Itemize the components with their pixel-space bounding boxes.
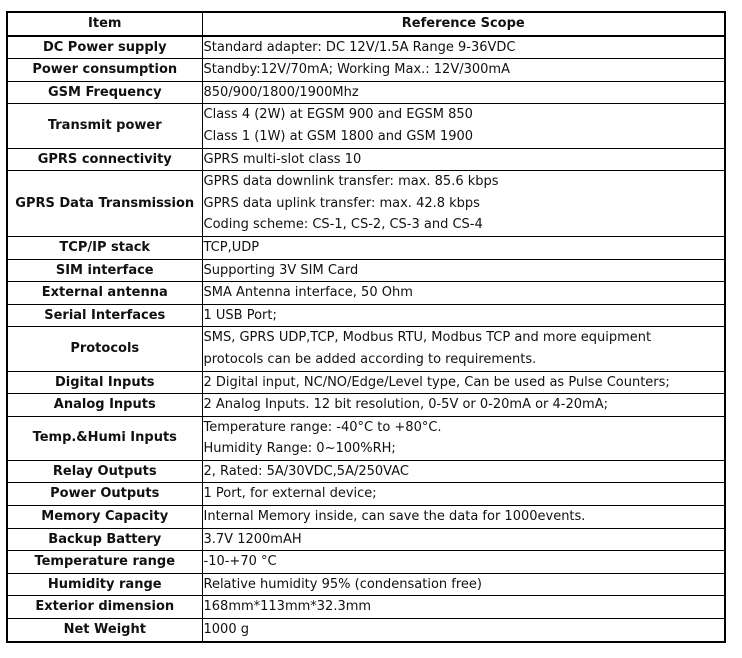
reference-scope-line: GPRS data downlink transfer: max. 85.6 kbps <box>203 174 499 190</box>
table-row <box>7 416 725 460</box>
reference-scope-line: 2 Analog Inputs. 12 bit resolution, 0-5V or 0-20mA or 4-20mA; <box>203 397 608 413</box>
reference-scope-cell <box>202 259 725 282</box>
item-label: Temperature range <box>7 551 202 574</box>
reference-scope-cell <box>202 59 725 82</box>
reference-scope-line: 1 Port, for external device; <box>203 486 377 502</box>
item-label: SIM interface <box>7 259 202 282</box>
table-row <box>7 259 725 282</box>
reference-scope-cell <box>202 236 725 259</box>
table-row <box>7 104 725 148</box>
reference-scope-line: 3.7V 1200mAH <box>203 531 302 547</box>
table-header <box>7 12 725 36</box>
reference-scope-line: Supporting 3V SIM Card <box>203 262 359 278</box>
header-item: Item <box>7 12 202 36</box>
item-label: GPRS Data Transmission <box>7 171 202 237</box>
table-row <box>7 596 725 619</box>
table-row <box>7 460 725 483</box>
reference-scope-cell <box>202 506 725 529</box>
item-label: Exterior dimension <box>7 596 202 619</box>
item-label: Temp.&Humi Inputs <box>7 416 202 460</box>
reference-scope-line: SMS, GPRS UDP,TCP, Modbus RTU, Modbus TCP and more equipment <box>203 330 652 346</box>
item-label: Serial Interfaces <box>7 304 202 327</box>
header-reference-scope: Reference Scope <box>202 12 725 36</box>
reference-scope-line: -10-+70 °C <box>203 554 277 570</box>
reference-scope-line: Class 4 (2W) at EGSM 900 and EGSM 850 <box>203 107 473 123</box>
item-label: Power Outputs <box>7 483 202 506</box>
reference-scope-line: Humidity Range: 0~100%RH; <box>203 441 396 457</box>
reference-scope-line: 2 Digital input, NC/NO/Edge/Level type, Can be used as Pulse Counters; <box>203 374 670 390</box>
reference-scope-cell <box>202 416 725 460</box>
table-row <box>7 282 725 305</box>
table-row <box>7 171 725 237</box>
spec-table <box>6 11 726 643</box>
reference-scope-line: Coding scheme: CS-1, CS-2, CS-3 and CS-4 <box>203 217 483 233</box>
reference-scope-cell <box>202 528 725 551</box>
item-label: Backup Battery <box>7 528 202 551</box>
table-row <box>7 304 725 327</box>
reference-scope-line: GPRS data uplink transfer: max. 42.8 kbps <box>203 195 480 211</box>
table-row <box>7 483 725 506</box>
item-label: Analog Inputs <box>7 394 202 417</box>
reference-scope-line: Class 1 (1W) at GSM 1800 and GSM 1900 <box>203 128 474 144</box>
item-label: GPRS connectivity <box>7 148 202 171</box>
table-body <box>7 36 725 642</box>
table-row <box>7 236 725 259</box>
reference-scope-cell <box>202 483 725 506</box>
item-label: Power consumption <box>7 59 202 82</box>
item-label: Net Weight <box>7 619 202 642</box>
reference-scope-cell <box>202 394 725 417</box>
reference-scope-cell <box>202 282 725 305</box>
item-label: Protocols <box>7 327 202 371</box>
header-row <box>7 12 725 36</box>
reference-scope-line: Temperature range: -40°C to +80°C. <box>203 419 442 435</box>
reference-scope-line: SMA Antenna interface, 50 Ohm <box>203 285 413 301</box>
table-row <box>7 327 725 371</box>
reference-scope-line: 850/900/1800/1900Mhz <box>203 84 359 100</box>
item-label: Humidity range <box>7 573 202 596</box>
reference-scope-cell <box>202 551 725 574</box>
table-row <box>7 371 725 394</box>
reference-scope-line: Standby:12V/70mA; Working Max.: 12V/300mA <box>203 62 510 78</box>
reference-scope-cell <box>202 36 725 59</box>
table-row <box>7 394 725 417</box>
table-row <box>7 148 725 171</box>
item-label: TCP/IP stack <box>7 236 202 259</box>
item-label: DC Power supply <box>7 36 202 59</box>
table-row <box>7 59 725 82</box>
reference-scope-line: Internal Memory inside, can save the data for 1000events. <box>203 509 586 525</box>
reference-scope-cell <box>202 596 725 619</box>
reference-scope-cell <box>202 327 725 371</box>
table-row <box>7 36 725 59</box>
reference-scope-line: 1000 g <box>203 622 249 638</box>
reference-scope-cell <box>202 81 725 104</box>
reference-scope-cell <box>202 573 725 596</box>
reference-scope-cell <box>202 371 725 394</box>
item-label: Digital Inputs <box>7 371 202 394</box>
table-row <box>7 551 725 574</box>
reference-scope-cell <box>202 148 725 171</box>
reference-scope-line: Standard adapter: DC 12V/1.5A Range 9-36VDC <box>203 39 516 55</box>
reference-scope-cell <box>202 619 725 642</box>
table-row <box>7 573 725 596</box>
item-label: Relay Outputs <box>7 460 202 483</box>
table-row <box>7 81 725 104</box>
reference-scope-cell <box>202 171 725 237</box>
reference-scope-line: Relative humidity 95% (condensation free) <box>203 576 483 592</box>
item-label: GSM Frequency <box>7 81 202 104</box>
table-row <box>7 528 725 551</box>
reference-scope-line: 1 USB Port; <box>203 307 277 323</box>
reference-scope-line: TCP,UDP <box>203 239 260 255</box>
reference-scope-line: 2, Rated: 5A/30VDC,5A/250VAC <box>203 463 409 479</box>
table-row <box>7 506 725 529</box>
item-label: Memory Capacity <box>7 506 202 529</box>
reference-scope-cell <box>202 460 725 483</box>
reference-scope-cell <box>202 304 725 327</box>
item-label: Transmit power <box>7 104 202 148</box>
reference-scope-line: protocols can be added according to requirements. <box>203 351 537 367</box>
reference-scope-cell <box>202 104 725 148</box>
item-label: External antenna <box>7 282 202 305</box>
reference-scope-line: 168mm*113mm*32.3mm <box>203 599 372 615</box>
reference-scope-line: GPRS multi-slot class 10 <box>203 151 362 167</box>
table-row <box>7 619 725 642</box>
